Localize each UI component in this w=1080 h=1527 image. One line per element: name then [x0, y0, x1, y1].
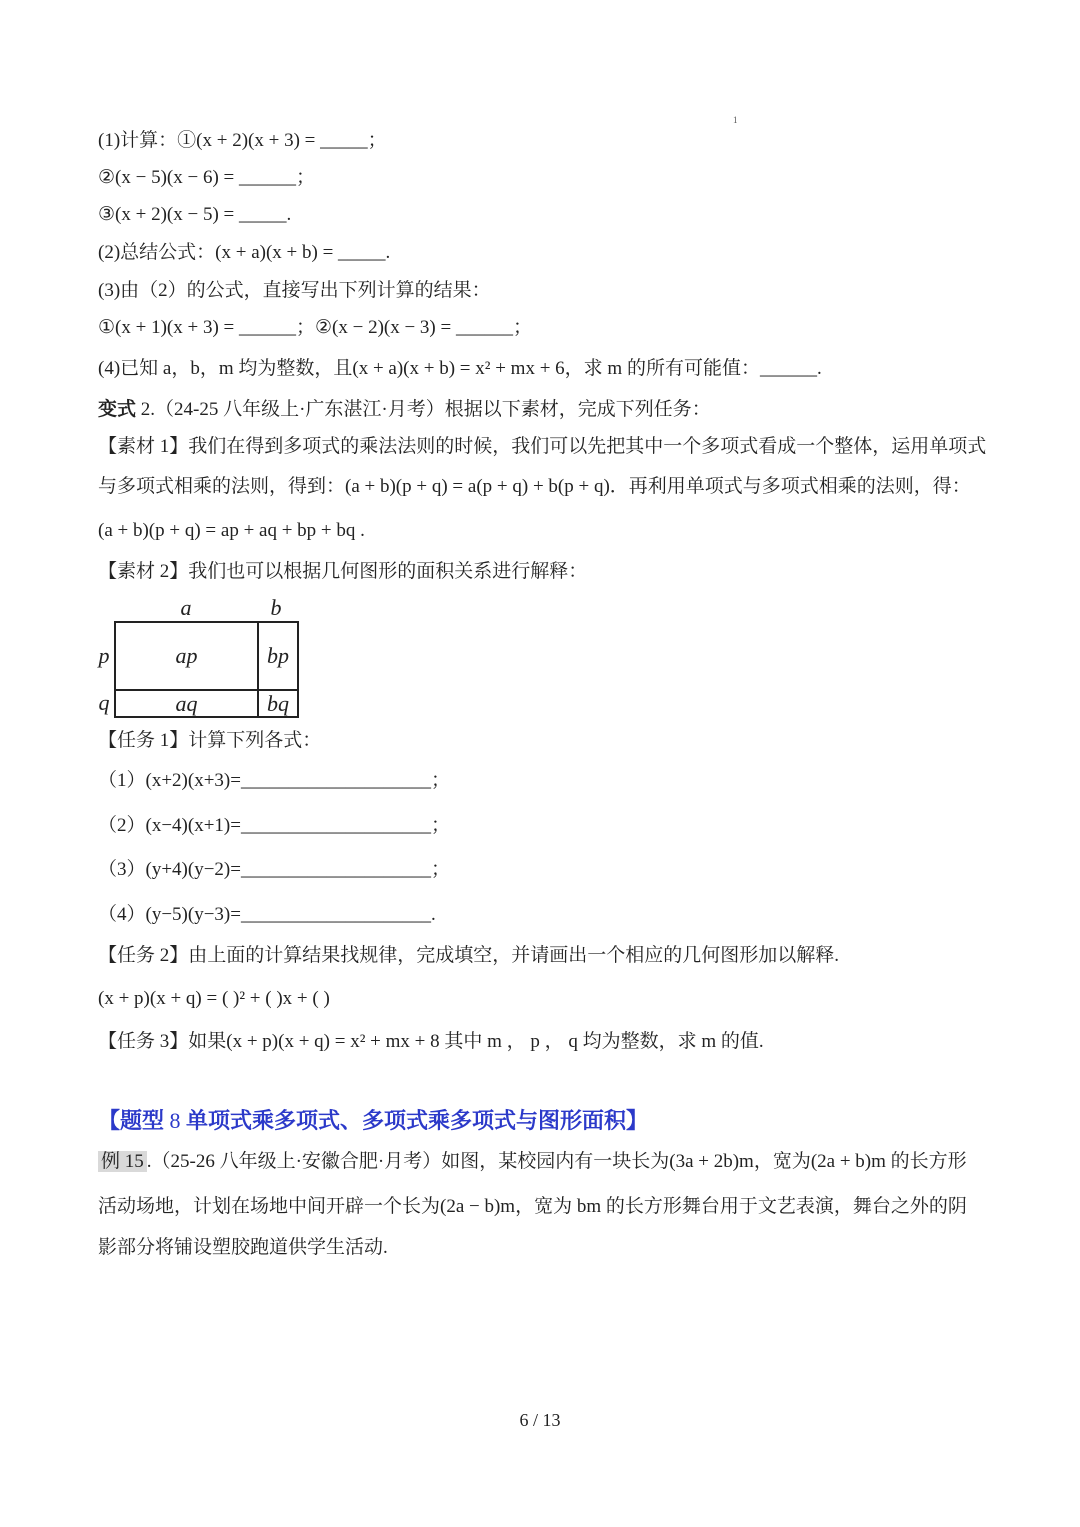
heading-open: 【题型	[98, 1108, 165, 1133]
question-1-line-1: (1)计算：①(x + 2)(x + 3) = _____；	[98, 130, 387, 151]
question-3-items: ①(x + 1)(x + 3) = ______；②(x − 2)(x − 3) = ______；	[98, 317, 532, 338]
question-1-line-3: ③(x + 2)(x − 5) = _____.	[98, 204, 292, 225]
cell-aq-label: aq	[175, 691, 198, 716]
task-1-item-1: （1）(x+2)(x+3)=____________________；	[98, 770, 450, 791]
cell-ap-label: ap	[175, 643, 198, 668]
task-1-item-2: （2）(x−4)(x+1)=____________________；	[98, 815, 450, 836]
material-1-line-3: (a + b)(p + q) = ap + aq + bp + bq .	[98, 520, 365, 541]
material-1-line-1: 【素材 1】我们在得到多项式的乘法法则的时候，我们可以先把其中一个多项式看成一个整体，运用单项式	[98, 436, 987, 457]
question-2: (2)总结公式：(x + a)(x + b) = _____.	[98, 242, 391, 263]
example-15-line-3: 影部分将铺设塑胶跑道供学生活动.	[98, 1237, 388, 1258]
task-3: 【任务 3】如果(x + p)(x + q) = x² + mx + 8 其中 m ， p ， q 均为整数，求 m 的值.	[98, 1031, 764, 1052]
heading-number: 8	[164, 1108, 187, 1133]
example-15-line-2: 活动场地，计划在场地中间开辟一个长为(2a − b)m，宽为 bm 的长方形舞台用于文艺表演，舞台之外的阴	[98, 1196, 967, 1217]
variant-2-text: 2.（24-25 八年级上·广东湛江·月考）根据以下素材，完成下列任务：	[136, 399, 711, 420]
figure-label-p: p	[98, 643, 110, 668]
example-15-line-1	[98, 1149, 967, 1175]
example-15-text: .（25-26 八年级上·安徽合肥·月考）如图，某校园内有一块长为(3a + 2b)m，宽为(2a + b)m 的长方形	[146, 1151, 967, 1172]
cell-aq	[114, 689, 259, 718]
cell-bq	[257, 689, 299, 718]
task-2: 【任务 2】由上面的计算结果找规律，完成填空，并请画出一个相应的几何图形加以解释.	[98, 945, 840, 966]
task-1-title: 【任务 1】计算下列各式：	[98, 730, 322, 751]
page-number: 6 / 13	[519, 1410, 561, 1430]
example-15-tag: 例 15	[98, 1151, 147, 1172]
variant-2-line	[98, 397, 711, 423]
figure-label-a: a	[180, 595, 192, 620]
figure-label-b: b	[270, 595, 282, 620]
material-1-line-2: 与多项式相乘的法则，得到：(a + b)(p + q) = a(p + q) + b(p + q)．再利用单项式与多项式相乘的法则，得：	[98, 476, 971, 497]
cell-bp	[257, 621, 299, 691]
task-2-formula: (x + p)(x + q) = ( )² + ( )x + ( )	[98, 988, 330, 1009]
question-4: (4)已知 a，b，m 均为整数，且(x + a)(x + b) = x² + mx + 6，求 m 的所有可能值：______.	[98, 358, 822, 379]
question-3: (3)由（2）的公式，直接写出下列计算的结果：	[98, 280, 491, 301]
cell-ap	[114, 621, 259, 691]
section-heading	[98, 1104, 648, 1135]
task-1-item-3: （3）(y+4)(y−2)=____________________；	[98, 859, 450, 880]
variant-2-label: 变式	[98, 399, 137, 420]
cell-bq-label: bq	[267, 691, 289, 716]
cell-bp-label: bp	[267, 643, 289, 668]
task-1-item-4: （4）(y−5)(y−3)=____________________.	[98, 904, 436, 925]
material-2: 【素材 2】我们也可以根据几何图形的面积关系进行解释：	[98, 561, 588, 582]
heading-title: 单项式乘多项式、多项式乘多项式与图形面积】	[186, 1108, 649, 1133]
area-figure	[96, 595, 306, 721]
question-1-line-2: ②(x − 5)(x − 6) = ______；	[98, 167, 315, 188]
page-mark: 1	[733, 115, 738, 125]
figure-label-q: q	[98, 690, 110, 715]
